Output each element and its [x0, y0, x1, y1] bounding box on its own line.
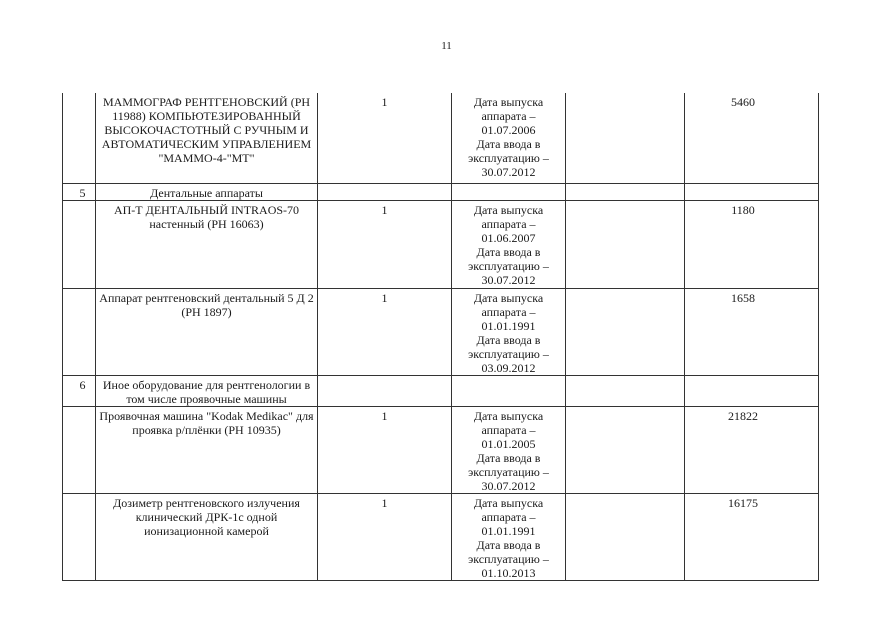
date-info: [452, 200, 566, 288]
table-row: [63, 493, 819, 580]
date-line: 30.07.2012: [481, 272, 536, 287]
table-row: [63, 93, 819, 183]
date-info: [452, 406, 566, 493]
quantity: 1: [318, 288, 452, 375]
date-line: 30.07.2012: [481, 165, 536, 179]
date-line: 01.06.2007: [481, 230, 536, 245]
value-cell: 1658: [685, 288, 819, 375]
date-line: 01.01.1991: [481, 523, 536, 538]
date-line: аппарата –: [481, 422, 536, 437]
date-line: Дата ввода в: [476, 244, 541, 259]
row-number: [63, 93, 96, 183]
date-line: Дата выпуска: [473, 95, 544, 109]
date-line: 03.09.2012: [481, 360, 536, 375]
equipment-name: МАММОГРАФ РЕНТГЕНОВСКИЙ (РН 11988) КОМПЬЮТЕЗИРОВАННЫЙ ВЫСОКОЧАСТОТНЫЙ С РУЧНЫМ И АВТОМАТИЧЕСКИМ УПРАВЛЕНИЕМ "МАММО-4-"МТ": [96, 93, 318, 183]
empty-cell: [566, 493, 685, 580]
quantity: [318, 375, 452, 406]
date-line: эксплуатацию –: [468, 551, 549, 566]
date-line: Дата выпуска: [473, 408, 544, 423]
quantity: 1: [318, 493, 452, 580]
equipment-table: [62, 93, 819, 581]
date-line: Дата ввода в: [476, 332, 541, 347]
date-info: [452, 93, 566, 183]
date-line: 30.07.2012: [481, 478, 536, 493]
quantity: 1: [318, 406, 452, 493]
row-number: [63, 288, 96, 375]
equipment-name: Дозиметр рентгеновского излучения клинический ДРК-1с одной ионизационной камерой: [96, 493, 318, 580]
section-row: [63, 375, 819, 406]
table-row: [63, 288, 819, 375]
date-line: аппарата –: [481, 509, 536, 524]
date-info: [452, 288, 566, 375]
date-line: эксплуатацию –: [468, 346, 549, 361]
table-row: [63, 200, 819, 288]
date-line: Дата ввода в: [476, 450, 541, 465]
section-title: Дентальные аппараты: [96, 183, 318, 200]
row-number: [63, 493, 96, 580]
date-line: эксплуатацию –: [468, 151, 549, 165]
empty-cell: [566, 375, 685, 406]
quantity: [318, 183, 452, 200]
date-info: [452, 375, 566, 406]
date-line: 01.10.2013: [481, 565, 536, 580]
empty-cell: [566, 406, 685, 493]
equipment-name: Проявочная машина "Kodak Medikac" для проявка р/плёнки (РН 10935): [96, 406, 318, 493]
page-number: 11: [441, 40, 452, 52]
quantity: 1: [318, 200, 452, 288]
empty-cell: [566, 93, 685, 183]
value-cell: [685, 183, 819, 200]
date-info: [452, 183, 566, 200]
section-title: Иное оборудование для рентгенологии в том числе проявочные машины: [96, 375, 318, 406]
date-line: 01.07.2006: [481, 123, 536, 137]
date-line: Дата выпуска: [473, 202, 544, 217]
date-line: Дата выпуска: [473, 290, 544, 305]
equipment-name: Аппарат рентгеновский дентальный 5 Д 2 (РН 1897): [96, 288, 318, 375]
value-cell: 16175: [685, 493, 819, 580]
row-number: 6: [63, 375, 96, 406]
row-number: 5: [63, 183, 96, 200]
date-line: Дата выпуска: [473, 495, 544, 510]
date-line: 01.01.1991: [481, 318, 536, 333]
date-line: 01.01.2005: [481, 436, 536, 451]
value-cell: 5460: [685, 93, 819, 183]
date-line: эксплуатацию –: [468, 258, 549, 273]
date-line: эксплуатацию –: [468, 464, 549, 479]
empty-cell: [566, 288, 685, 375]
date-line: аппарата –: [481, 109, 536, 123]
row-number: [63, 200, 96, 288]
quantity: 1: [318, 93, 452, 183]
date-line: Дата ввода в: [476, 537, 541, 552]
table-row: [63, 406, 819, 493]
date-line: Дата ввода в: [476, 137, 541, 151]
row-number: [63, 406, 96, 493]
equipment-name: АП-Т ДЕНТАЛЬНЫЙ INTRAOS-70 настенный (РН 16063): [96, 200, 318, 288]
value-cell: [685, 375, 819, 406]
value-cell: 1180: [685, 200, 819, 288]
date-line: аппарата –: [481, 216, 536, 231]
value-cell: 21822: [685, 406, 819, 493]
date-info: [452, 493, 566, 580]
empty-cell: [566, 200, 685, 288]
empty-cell: [566, 183, 685, 200]
date-line: аппарата –: [481, 304, 536, 319]
section-row: [63, 183, 819, 200]
